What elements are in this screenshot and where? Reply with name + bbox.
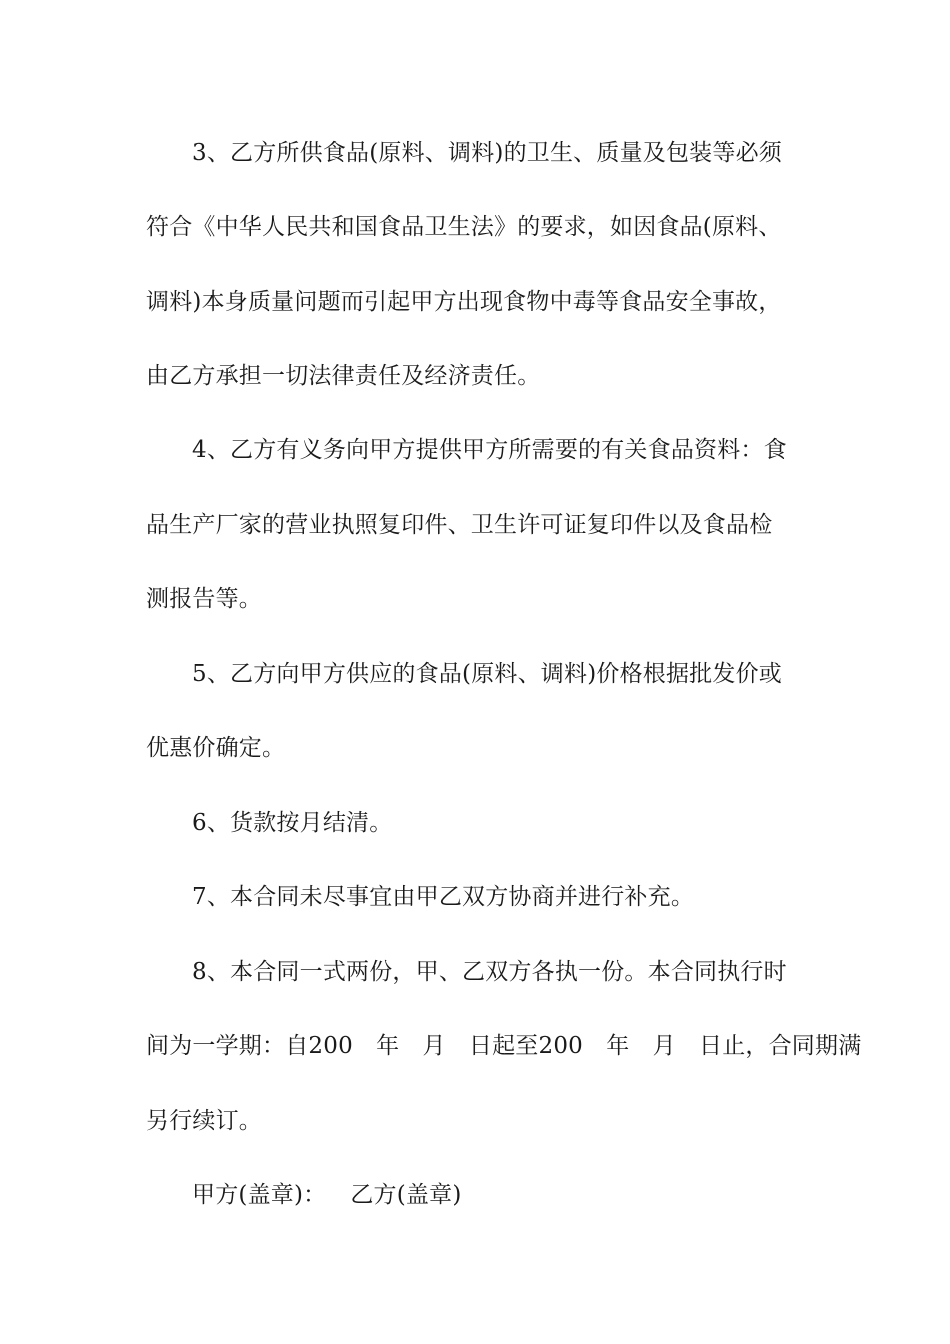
- party-b-seal-label: 乙方(盖章): [350, 1182, 462, 1208]
- signature-line: [192, 1175, 832, 1215]
- clause-7-line-1: 7、本合同未尽事宜由甲乙双方协商并进行补充。: [192, 884, 695, 910]
- clause-3-line-3: 调料)本身质量问题而引起甲方出现食物中毒等食品安全事故，: [146, 289, 782, 315]
- clause-6-line-1: 6、货款按月结清。: [192, 810, 393, 836]
- clause-8-line-1: 8、本合同一式两份，甲、乙双方各执一份。本合同执行时: [192, 959, 787, 985]
- clause-8-line-3: 另行续订。: [146, 1108, 262, 1134]
- clause-4-line-2: 品生产厂家的营业执照复印件、卫生许可证复印件以及食品检: [146, 512, 773, 538]
- clause-4-line-3: 测报告等。: [146, 586, 262, 612]
- clause-5-line-1: 5、乙方向甲方供应的食品(原料、调料)价格根据批发价或: [192, 661, 782, 687]
- clause-3-line-4: 由乙方承担一切法律责任及经济责任。: [146, 363, 541, 389]
- party-a-seal-label: 甲方(盖章)：: [192, 1182, 327, 1208]
- clause-3-line-2: 符合《中华人民共和国食品卫生法》的要求，如因食品(原料、: [146, 214, 782, 240]
- clause-4-line-1: 4、乙方有义务向甲方提供甲方所需要的有关食品资料：食: [192, 437, 787, 463]
- clause-3-line-1: 3、乙方所供食品(原料、调料)的卫生、质量及包装等必须: [192, 140, 782, 166]
- clause-8-line-2: 间为一学期：自200 年 月 日起至200 年 月 日止，合同期满: [146, 1033, 862, 1059]
- clause-5-line-2: 优惠价确定。: [146, 735, 286, 761]
